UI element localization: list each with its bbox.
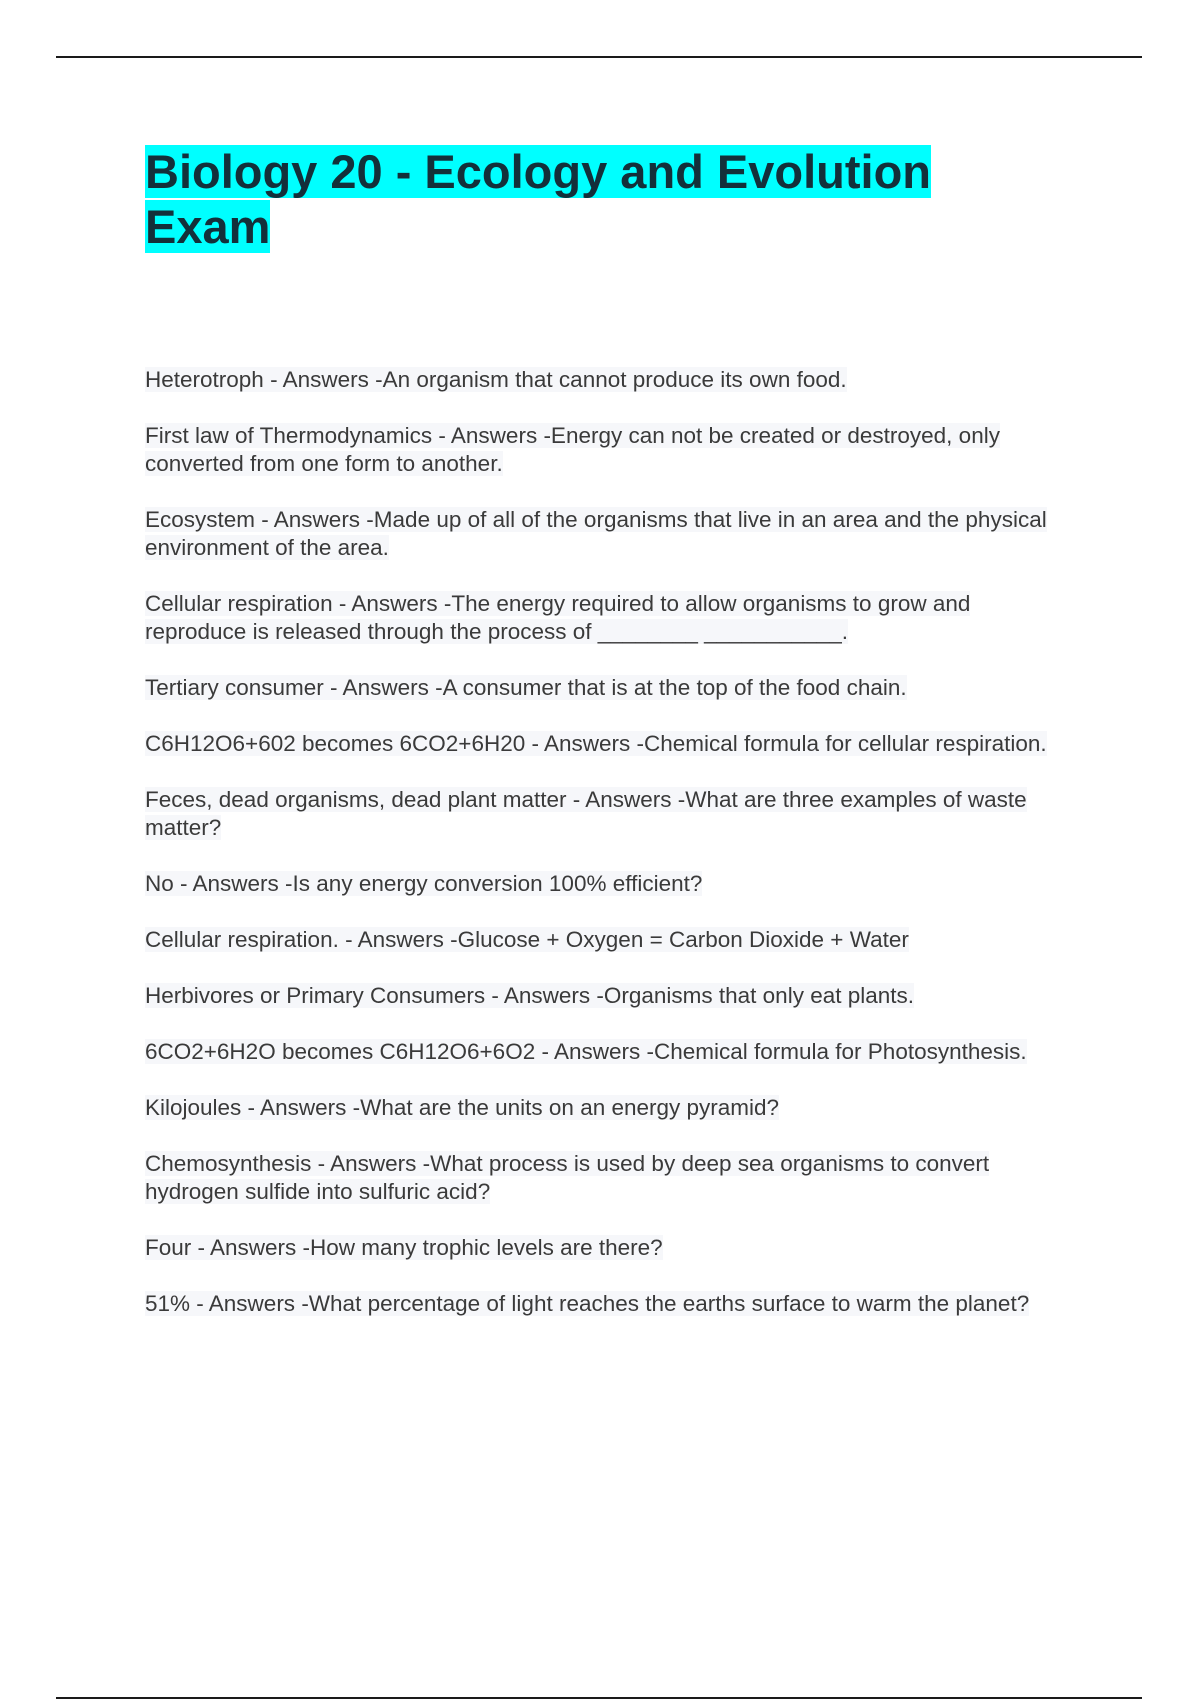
- qa-item-text: Cellular respiration - Answers -The energy required to allow organisms to grow and reproduce is released through the process of ________ ___________.: [145, 591, 971, 644]
- title-block: [145, 144, 965, 254]
- qa-item: [145, 870, 1075, 898]
- qa-item: [145, 1150, 1075, 1206]
- qa-item-text: Feces, dead organisms, dead plant matter - Answers -What are three examples of waste matter?: [145, 787, 1027, 840]
- qa-item: [145, 1234, 1075, 1262]
- qa-item: [145, 982, 1075, 1010]
- qa-item-text: No - Answers -Is any energy conversion 100% efficient?: [145, 871, 703, 896]
- qa-item: [145, 506, 1075, 562]
- qa-item: [145, 1038, 1075, 1066]
- qa-item-text: Four - Answers -How many trophic levels are there?: [145, 1235, 663, 1260]
- qa-item: [145, 730, 1075, 758]
- qa-item: [145, 422, 1075, 478]
- qa-item: [145, 1290, 1075, 1318]
- qa-item: [145, 590, 1075, 646]
- qa-item: [145, 786, 1075, 842]
- qa-item-text: Ecosystem - Answers -Made up of all of the organisms that live in an area and the physical environment of the area.: [145, 507, 1047, 560]
- qa-item-text: Herbivores or Primary Consumers - Answers -Organisms that only eat plants.: [145, 983, 915, 1008]
- qa-item-text: Chemosynthesis - Answers -What process is used by deep sea organisms to convert hydrogen sulfide into sulfuric acid?: [145, 1151, 990, 1204]
- qa-item-text: Kilojoules - Answers -What are the units on an energy pyramid?: [145, 1095, 780, 1120]
- qa-item: [145, 674, 1075, 702]
- document-title-text: Biology 20 - Ecology and Evolution Exam: [145, 145, 932, 253]
- qa-item-text: Tertiary consumer - Answers -A consumer that is at the top of the food chain.: [145, 675, 907, 700]
- qa-item: [145, 926, 1075, 954]
- qa-item-text: Heterotroph - Answers -An organism that cannot produce its own food.: [145, 367, 847, 392]
- qa-item-text: C6H12O6+602 becomes 6CO2+6H20 - Answers -Chemical formula for cellular respiration.: [145, 731, 1047, 756]
- qa-item: [145, 366, 1075, 394]
- qa-item: [145, 1094, 1075, 1122]
- qa-list: [145, 366, 1075, 1346]
- qa-item-text: 51% - Answers -What percentage of light reaches the earths surface to warm the planet?: [145, 1291, 1030, 1316]
- qa-item-text: Cellular respiration. - Answers -Glucose + Oxygen = Carbon Dioxide + Water: [145, 927, 909, 952]
- qa-item-text: 6CO2+6H2O becomes C6H12O6+6O2 - Answers -Chemical formula for Photosynthesis.: [145, 1039, 1027, 1064]
- top-rule: [56, 56, 1142, 58]
- qa-item-text: First law of Thermodynamics - Answers -Energy can not be created or destroyed, only converted from one form to another.: [145, 423, 1000, 476]
- bottom-rule: [56, 1697, 1142, 1699]
- document-title: [145, 144, 965, 254]
